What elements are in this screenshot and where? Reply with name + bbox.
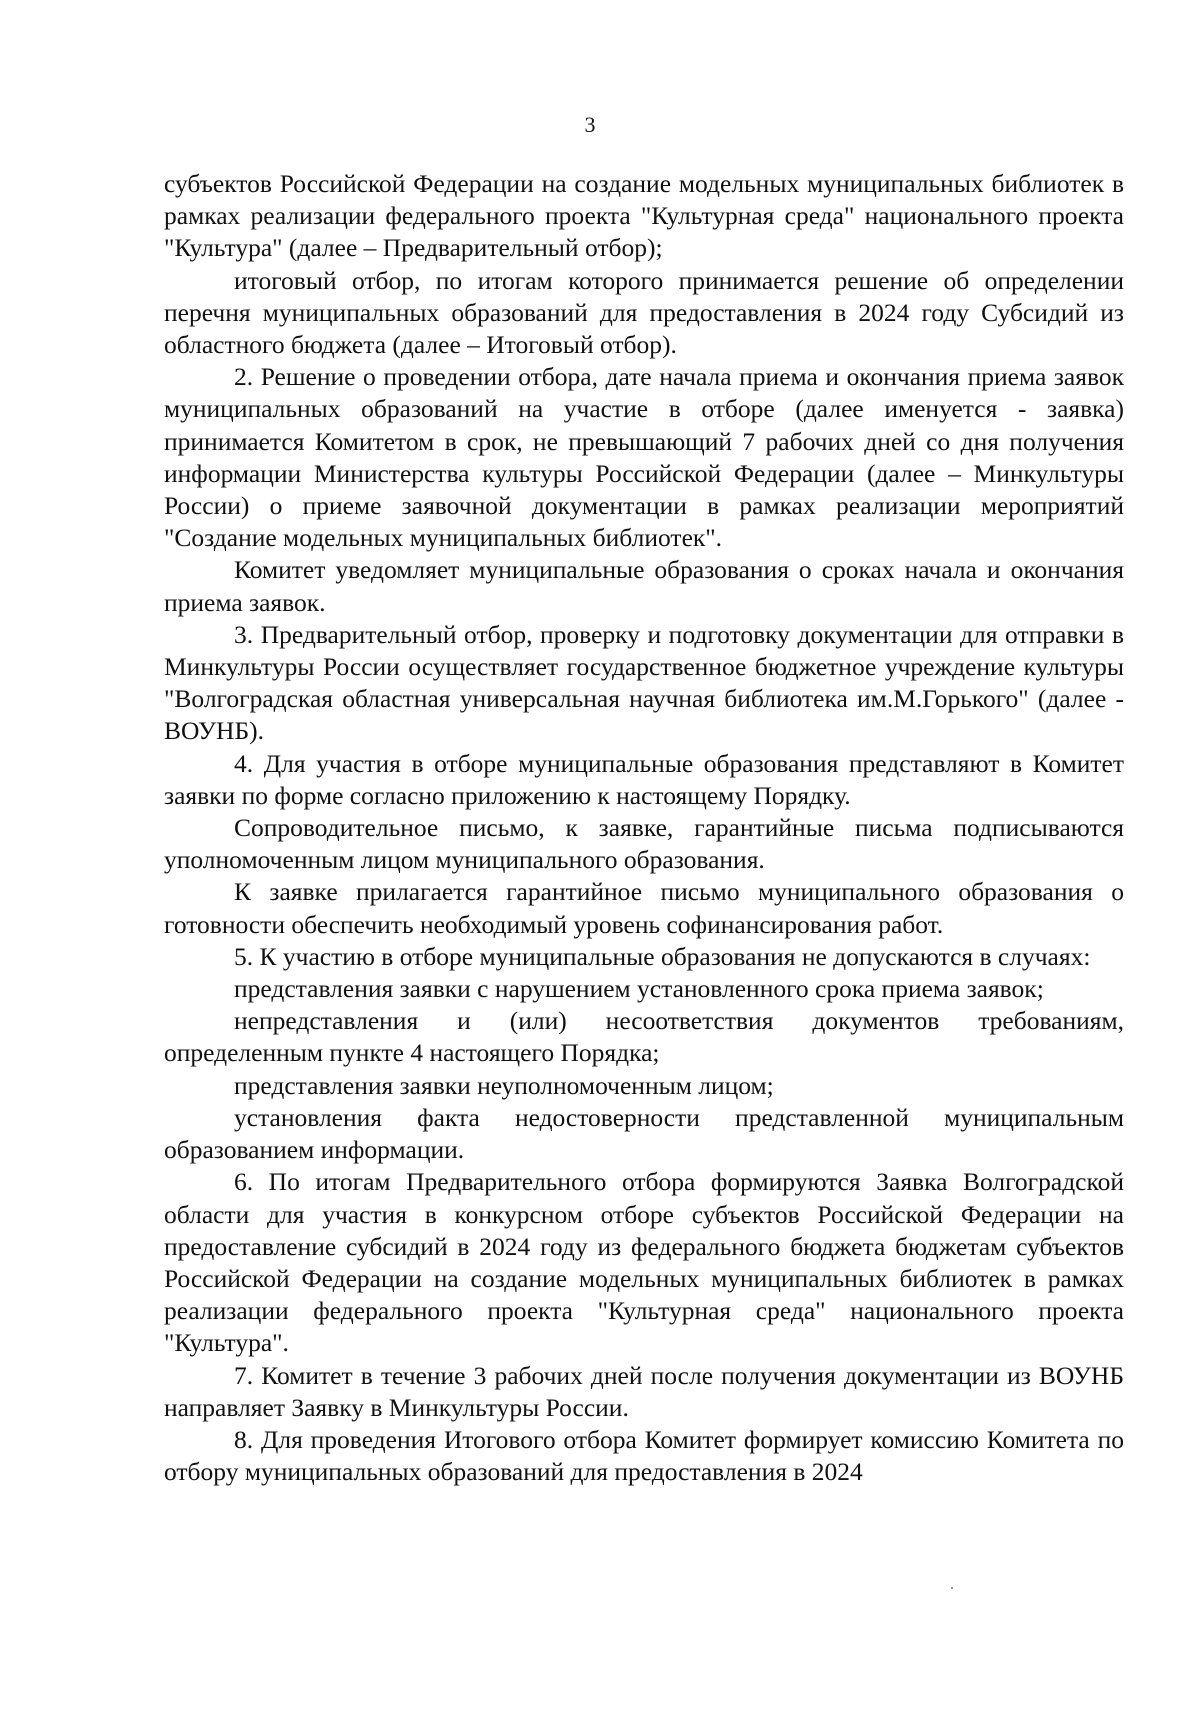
paragraph-case-late-submission: представления заявки с нарушением установленного срока приема заявок; — [234, 974, 1044, 1004]
paragraph-guarantee-letter: К заявке прилагается гарантийное письмо муниципального образования о готовности обеспечить необходимый уровень софинансирования работ. — [164, 877, 1124, 939]
paragraph-item-8: 8. Для проведения Итогового отбора Комитет формирует комиссию Комитета по отбору муниципальных образований для предоставления в 2024 — [164, 1424, 1124, 1487]
paragraph-item-6: 6. По итогам Предварительного отбора формируются Заявка Волгоградской области для участия в конкурсном отборе субъектов Российской Федерации на предоставление субсидий в 2024 году из федерального бюджета бюджетам субъектов Российской Федерации на создание модельных муниципальных библиотек в рамках реализации федерального проекта "Культурная среда" национального проекта "Культура". — [164, 1167, 1124, 1358]
paragraph-final-selection: итоговый отбор, по итогам которого принимается решение об определении перечня муниципальных образований для предоставления в 2024 году Субсидий из областного бюджета (далее – Итоговый отбор). — [164, 265, 1124, 360]
paragraph-case-unreliable-info: установления факта недостоверности представленной муниципальным образованием информации. — [164, 1102, 1124, 1165]
paragraph-case-unauthorized-person: представления заявки неуполномоченным лицом; — [234, 1070, 774, 1100]
paragraph-cover-letter: Сопроводительное письмо, к заявке, гарантийные письма подписываются уполномоченным лицом муниципального образования. — [164, 813, 1124, 875]
scan-speck — [951, 1587, 953, 1589]
paragraph-item-2: 2. Решение о проведении отбора, дате начала приема и окончания приема заявок муниципальных образований на участие в отборе (далее именуется - заявка) принимается Комитетом в срок, не превышающий 7 рабочих дней со дня получения информации Министерства культуры Российской Федерации (далее – Минкультуры России) о приеме заявочной документации в рамках реализации мероприятий "Создание модельных муниципальных библиотек". — [164, 362, 1124, 553]
document-body — [164, 168, 1124, 1488]
paragraph-item-4: 4. Для участия в отборе муниципальные образования представляют в Комитет заявки по форме согласно приложению к настоящему Порядку. — [164, 748, 1124, 810]
paragraph-item-7: 7. Комитет в течение 3 рабочих дней после получения документации из ВОУНБ направляет Заявку в Минкультуры России. — [164, 1360, 1124, 1422]
paragraph-preliminary-selection-end: субъектов Российской Федерации на создание модельных муниципальных библиотек в рамках реализации федерального проекта "Культурная среда" национального проекта "Культура" (далее – Предварительный отбор); — [164, 169, 1124, 263]
paragraph-committee-notifies: Комитет уведомляет муниципальные образования о сроках начала и окончания приема заявок. — [164, 555, 1124, 617]
paragraph-item-5: 5. К участию в отборе муниципальные образования не допускаются в случаях: — [234, 941, 1091, 971]
page-number: 3 — [584, 112, 596, 137]
paragraph-item-3: 3. Предварительный отбор, проверку и подготовку документации для отправки в Минкультуры России осуществляет государственное бюджетное учреждение культуры "Волгоградская областная универсальная научная библиотека им.М.Горького" (далее - ВОУНБ). — [164, 619, 1124, 746]
paragraph-case-missing-documents: непредставления и (или) несоответствия документов требованиям, определенным пункте 4 настоящего Порядка; — [164, 1006, 1124, 1068]
